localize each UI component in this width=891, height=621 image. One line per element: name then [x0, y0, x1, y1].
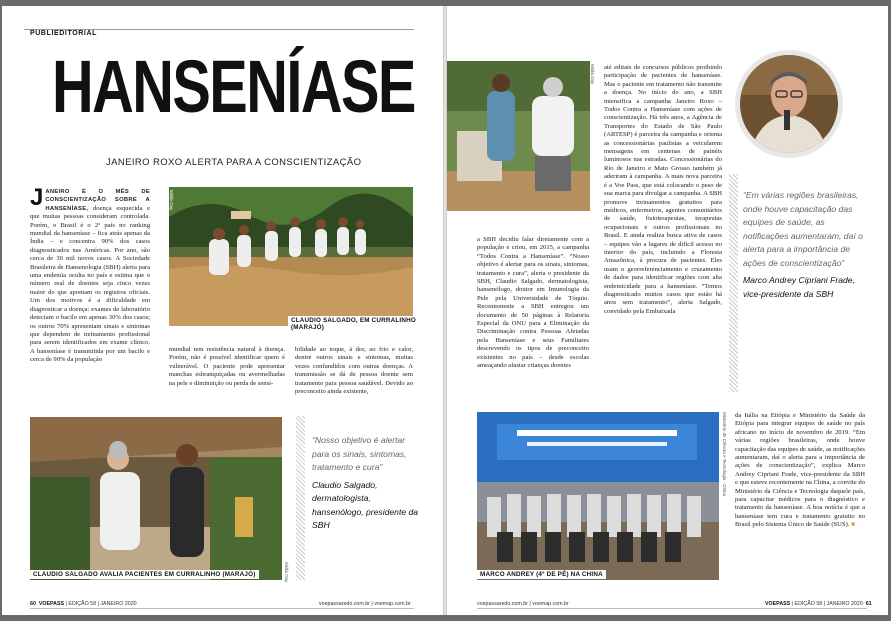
photo-caption: MARCO ANDREY (4º DE PÉ) NA CHINA — [477, 570, 606, 579]
photo-credit: Mídia Day — [590, 64, 595, 85]
column-text: a SBH decidiu falar diretamente com a população e criou, em 2015, a campanha “Todos Contra a Hanseníase”. “Nosso objetivo é alertar para os sinais, sintomas, tratamento e cura”, alerta o presidente da SBH, Claudio Salgado, dermatologista, hansenólogo, doutor em Imunologia da Pele pela Universidade de Tóquio. Recentemente a SBH entregou um documento de 50 páginas à Relatoria Especial da ONU para a Eliminação da Discriminação contra Pessoas Afetadas pela Hanseníase e seus Familiares descrevendo os tipos de preconceito existentes no país – desde escolas ameaçando afastar crianças doentes — [477, 236, 589, 370]
magazine-name: VOEPASS — [765, 601, 791, 607]
right-page — [447, 6, 888, 615]
pull-quote — [743, 189, 868, 301]
footer-sites: voepassaredo.com.br | voemap.com.br — [477, 601, 569, 607]
photo-china-group — [477, 412, 719, 580]
quote-author: Claudio Salgado, dermatologista, hansenólogo, presidente da SBH — [312, 479, 419, 530]
issue-date: JANEIRO 2020 — [100, 601, 137, 607]
footer-sites: voepassaredo.com.br | voemap.com.br — [319, 601, 411, 607]
page-number: 61 — [865, 601, 872, 607]
end-mark: ■ — [851, 521, 856, 529]
lead-in: ANEIRO É O MÊS DE CONSCIENTIZAÇÃO SOBRE A HANSENÍASE, — [45, 189, 150, 212]
photo-caption: CLAUDIO SALGADO AVALIA PACIENTES EM CURRALINHO (MARAJÓ) — [30, 570, 259, 579]
left-page — [2, 6, 443, 615]
article-subtitle: JANEIRO ROXO ALERTA PARA A CONSCIENTIZAÇÃO — [106, 157, 362, 168]
photo-patient-care — [447, 61, 590, 211]
quote-text: “Em várias regiões brasileiras, onde houve capacitação das equipes de saúde, as notificações aumentaram, daí o alerta para a importância de ações de conscientização” — [743, 190, 863, 268]
footer-rule — [30, 608, 414, 609]
article-title: HANSENÍASE — [52, 45, 415, 128]
article-column-1 — [477, 236, 589, 401]
quote-decoration — [729, 174, 738, 392]
photo-river-walk — [169, 187, 413, 326]
site-link[interactable]: voemap.com.br — [374, 601, 411, 607]
article-column-2 — [169, 346, 285, 406]
quote-text: “Nosso objetivo é alertar para os sinais, sintomas, tratamento e cura” — [312, 435, 407, 472]
magazine-name: VOEPASS — [38, 601, 65, 607]
article-column-1 — [30, 184, 151, 403]
section-tag: PUBLIEDITORIAL — [30, 30, 103, 37]
site-link[interactable]: voepassaredo.com.br — [319, 601, 370, 607]
photo-credit: Mídia Day — [169, 190, 174, 211]
article-column-3 — [735, 412, 865, 584]
photo-credit: Mídia Day — [284, 562, 289, 583]
column-text: bilidade ao toque, à dor, ao frio e calor, dentre outros sinais e sintomas, muitas vezes confundidos com outras doenças. A transmissão se dá de pessoa doente sem tratamento para pessoa saudável. Devido ao preconceito ainda existente, — [295, 346, 413, 396]
footer-right: VOEPASS | EDIÇÃO 58 | JANEIRO 2020 61 — [765, 601, 872, 607]
site-link[interactable]: voemap.com.br — [532, 601, 569, 607]
column-text: doença esquecida e que muitas pessoas consideram controlada. Porém, o Brasil é o 2º país no ranking mundial da hanseníase – fica atrás apenas da Índia – e concentra 90% dos casos diagnosticados nas Américas. Por ano, são cerca de 30 mil novos casos. A Sociedade Brasileira de Hansenologia (SBH) alerta para uma endemia oculta no país e estima que o número real de doentes seja cinco vezes maior do que apontam os registros oficiais. Um dos motivos é a dificuldade em diagnosticar a doença: exames de laboratório detectam o bacilo em apenas 30% dos casos; os outros 70% apresentam sinais e sintomas que dependem de treinamento profissional para serem identificados em exame clínico. A hanseníase é transmitida por um bacilo e cerca de 90% da população — [30, 204, 151, 364]
edition: EDIÇÃO 58 — [68, 601, 97, 607]
photo-caption: CLAUDIO SALGADO, EM CURRALINHO (MARAJÓ) — [288, 316, 443, 332]
column-text: mundial tem resistência natural à doença. Porém, não é possível identificar quem é vulnerável. O paciente pode apresentar manchas esbranquiçadas ou avermelhadas na pele e diminuição ou perda de sensi- — [169, 346, 285, 387]
avatar — [740, 55, 838, 153]
pull-quote — [312, 434, 422, 533]
column-text: até editais de concursos públicos proibindo participação de pacientes de hanseníase. Mas o paciente em tratamento não transmite a doença. No início do ano, a SBH intensifica a campanha Janeiro Roxo – Todos Contra a Hanseníase com ações de conscientização. Há três anos, a Agência de Transportes do Estado de São Paulo (ARTESP) é parceira da campanha e orienta as concessionárias paulistas a veicularem mensagens em centenas de painéis luminosos nas estradas. Concessionárias do Rio de Janeiro e Mato Grosso também já aderiram à campanha. A mais nova parceira é a Voe Pass, que está colocando o peso de sua marca para divulgar a campanha. A SBH promove treinamentos gratuitos para médicos, enfermeiros, agentes comunitários de saúde, fisioterapeutas, terapeutas ocupacionais e outros profissionais no Brasil. E ainda realiza busca ativa de casos – equipes vão a lugares de difícil acesso no interior do país, incluindo a Floresta Amazônica, à procura de pacientes. Eles usam o georreferenciamento e cruzamento de dados para identificar regiões com alta endemicidade para a hanseníase. “Temos diagnosticado muitos casos que estão há anos sem tratamento”, alerta Salgado, convidado pela Embaixada — [604, 64, 722, 315]
footer-left: 60 VOEPASS | EDIÇÃO 58 | JANEIRO 2020 — [30, 601, 137, 607]
quote-decoration — [296, 416, 305, 580]
footer-rule — [477, 608, 867, 609]
article-column-2 — [604, 64, 722, 404]
page-number: 60 — [30, 601, 36, 607]
issue-date: JANEIRO 2020 — [826, 601, 863, 607]
edition: EDIÇÃO 58 — [794, 601, 823, 607]
site-link[interactable]: voepassaredo.com.br — [477, 601, 528, 607]
dropcap: J — [30, 184, 44, 211]
photo-credit: Ministério de Ciência e Tecnologia - China — [722, 412, 727, 496]
quote-author: Marco Andrey Cipriani Frade, vice-presidente da SBH — [743, 275, 855, 299]
photo-patient-exam — [30, 417, 282, 580]
column-text: da Itália na Etiópia e Ministério da Saúde da Etiópia para integrar equipes de saúde no país africano no início de novembro de 2019. “Em várias regiões brasileiras, onde houve capacitação das equipes de saúde, as notificações aumentaram, daí o alerta para a importância de ações de conscientização”, explica Marco Andrey Cipriani Frade, vice-presidente da SBH e que esteve recentemente na China, a convite do Ministério da Ciência e Tecnologia daquele país, para capacitar médicos para o diagnóstico e tratamento da hanseníase. A boa notícia é que a hanseníase tem cura e tratamento gratuito no Brasil pelo Sistema Único de Saúde (SUS). — [735, 412, 865, 529]
article-column-3 — [295, 346, 413, 406]
